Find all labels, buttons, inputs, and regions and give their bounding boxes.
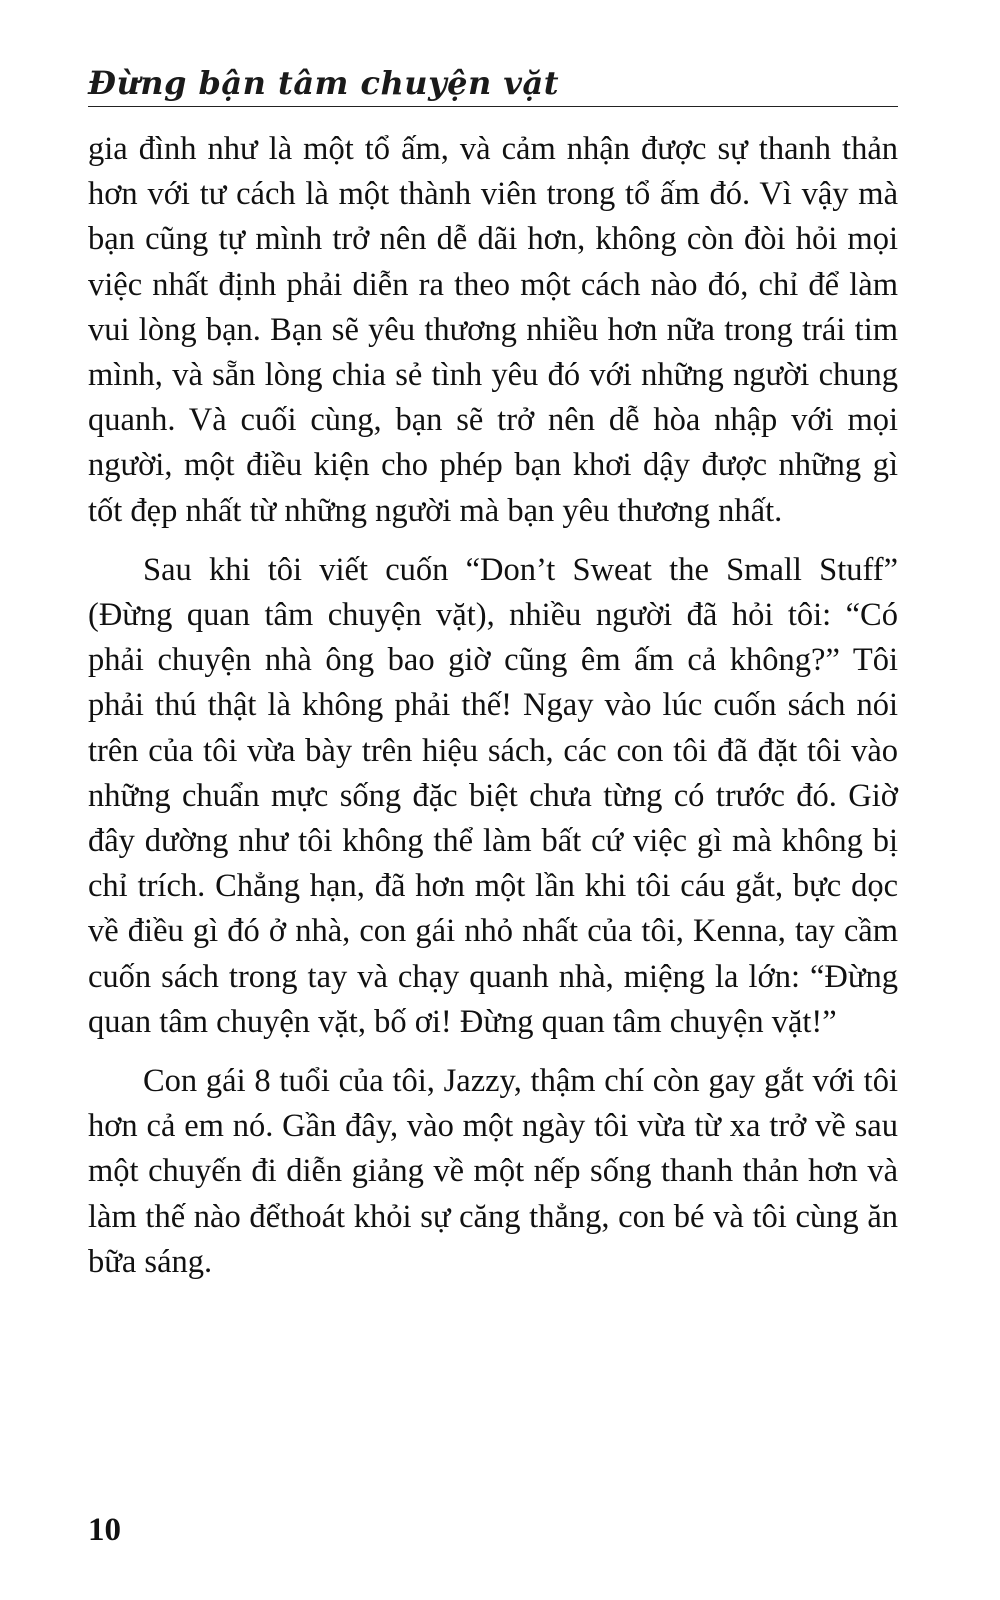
body-paragraph: Sau khi tôi viết cuốn “Don’t Sweat the Small Stuff” (Đừng quan tâm chuyện vặt), nhiều người đã hỏi tôi: “Có phải chuyện nhà ông bao giờ cũng êm ấm cả không?” Tôi phải thú thật là không phải thế! Ngay vào lúc cuốn sách nói trên của tôi vừa bày trên hiệu sách, các con tôi đã đặt tôi vào những chuẩn mực sống đặc biệt chưa từng có trước đó. Giờ đây dường như tôi không thể làm bất cứ việc gì mà không bị chỉ trích. Chẳng hạn, đã hơn một lần khi tôi cáu gắt, bực dọc về điều gì đó ở nhà, con gái nhỏ nhất của tôi, Kenna, tay cầm cuốn sách trong tay và chạy quanh nhà, miệng la lớn: “Đừng quan tâm chuyện vặt, bố ơi! Đừng quan tâm chuyện vặt!”: [88, 551, 898, 1040]
body-paragraph: gia đình như là một tổ ấm, và cảm nhận được sự thanh thản hơn với tư cách là một thành viên trong tổ ấm đó. Vì vậy mà bạn cũng tự mình trở nên dễ dãi hơn, không còn đòi hỏi mọi việc nhất định phải diễn ra theo một cách nào đó, chỉ để làm vui lòng bạn. Bạn sẽ yêu thương nhiều hơn nữa trong trái tim mình, và sẵn lòng chia sẻ tình yêu đó với những người chung quanh. Và cuối cùng, bạn sẽ trở nên dễ hòa nhập với mọi người, một điều kiện cho phép bạn khơi dậy được những gì tốt đẹp nhất từ những người mà bạn yêu thương nhất.: [88, 131, 898, 529]
body-paragraph: Con gái 8 tuổi của tôi, Jazzy, thậm chí còn gay gắt với tôi hơn cả em nó. Gần đây, vào một ngày tôi vừa từ xa trở về sau một chuyến đi diễn giảng về một nếp sống thanh thản hơn và làm thế nào đểthoát khỏi sự căng thẳng, con bé và tôi cùng ăn bữa sáng.: [88, 1063, 898, 1280]
page-number: 10: [88, 1512, 121, 1548]
running-header: [88, 52, 898, 107]
running-header-title: Đừng bận tâm chuyện vặt: [88, 64, 560, 102]
page-body: [88, 127, 898, 1285]
